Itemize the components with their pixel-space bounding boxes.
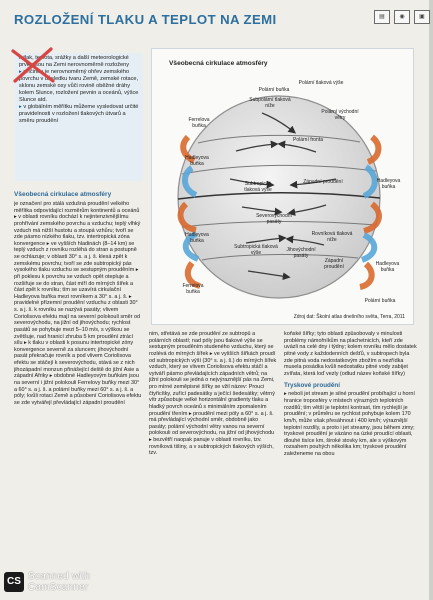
label-itcz: Rovníková tlaková níže	[311, 231, 353, 243]
label-polar-high-top: Polární tlaková výše	[298, 80, 344, 86]
scanner-watermark	[4, 571, 189, 596]
book-icon: ▤	[374, 10, 390, 24]
label-hadley-se: Hadleyova buňka	[375, 261, 400, 273]
intro-item: příčinou je nerovnoměrný ohřev zemského povrchu v důsledku tvaru Země, zemské rotace, sklonu zemské osy vůči rovině oběžné dráhy kolem Slunce, rozložení pevnin a oceánů, výšce Slunce atd.	[19, 68, 139, 103]
page-title: ROZLOŽENÍ TLAKU A TEPLOT NA ZEMI	[14, 12, 277, 27]
label-westerlies-s: Západní proudění	[324, 258, 344, 270]
label-polar-easterlies: Polární východní větry	[321, 109, 359, 121]
column-1-text: je označení pro stálá vzdušná proudění velkého měřítka odpovídající rozměrům kontinentů a oceánů ▸ v oblasti rovníku dochází k nejintenzivnějšímu prohřívání zemského povrchu a vzduchu; teplý vlhký vzduch má nižší hustotu a stoupá vzhůru; tvoří se zde pásmo nízkého tlaku, tzv. intertropická zóna konvergence ▸ ve vyšších hladinách (8–14 km) se teplý vzduch z rovníku rozléhá do stran a postupně se ochlazuje; v oblasti 30° s. a j. š. klesá zpět k zemskému povrchu; tvoří se zde subtropický pás vysokého tlaku vzduchu se sestupným prouděním ▸ při poklesu k povrchu se vzduch opět otepluje a rozšiřuje se do stran, část míří do mírných šířek a část zpět k rovníku; tím se uzavírá cirkulační Hadleyova buňka mezi rovníkem a 30° s. a j. š. ▸ pravidelné přízemní proudění vzduchu z oblasti 30° s. a j. š. k rovníku se nazývá pasáty; vlivem Coriolisova efektu mají na severní polokouli směr od severovýchodu, na jižní od jihovýchodu; rychlost pasátů se pohybuje mezi 5–10 m/s, s výškou se zvětšuje, nad hranicí zhruba 5 km proudění ztrácí sílu ▸ k tlaku v oblasti k posunu intertropické zóny konvergence severně za sluncem; jihovýchodní pasát překračuje rovník a pod vlivem Coriolisova efektu se stáčejí k severovýchodu, stává se z nich jihozápadní monzun přinášející deště do jižní Asie a západní Afriky ▸ obdobné Hadleyovým buňkám jsou na severní i jižní polokouli Ferrelovy buňky mezi 30° a 60° s. a j. š. a polární buňky mezi 60° s. a j. š. a póly; kvůli rotaci Země a působení Coriolisova efektu se zde vytvářejí převládající západní proudění	[14, 201, 142, 406]
label-ne-trades: Severovýchodní pasáty	[256, 213, 292, 225]
label-ferrel-cell-top: Ferrelova buňka	[188, 117, 210, 129]
intro-box: ▸ tlak, teplota, srážky a další meteorologické prvky jsou na Zemi nerovnoměrně rozloženy ▸ příčinou je nerovnoměrný ohřev zemského povrchu v důsledku tvaru Země, zemské rotace, sklonu zemské osy vůči rovině oběžné dráhy kolem Slunce, rozložení pevnin a oceánů, výšce Slunce atd. ▸ v globálním měřítku můžeme vysledovat určité pravidelnosti v rozložení tlakových útvarů a směru proudění	[15, 53, 143, 181]
label-hadley-ne: Hadleyova buňka	[376, 178, 401, 190]
circulation-figure	[151, 48, 414, 325]
save-icon: ▣	[414, 10, 430, 24]
label-ferrel-cell-bottom: Ferrelova buňka	[182, 283, 204, 295]
figure-title: Všeobecná cirkulace atmosféry	[169, 60, 268, 67]
column-2-text: nim, střetává se zde proudění ze subtropů a polárních oblastí; nad póly jsou tlakové výše se sestupným prouděním studeného vzduchu, který se rozlévá do mírných šířek ▸ ve vyšších šířkách proudí od subtropických výší (30° s. a j. š.) do mírných šířek vzduch, který se vlivem Coriolisova efektu stáčí a vytváří pásmo převládajících západních větrů; na jižní polokouli se jedná o nejvýraznější pás na Zemi, pro mírné zeměpisné šířky se vžil název: Prouci čtyřicítky, zuřící padesátky a ječící šedesátky; větrný vítr způsobuje velké horizontální gradienty tlaku a hladký povrch oceánů s minimálním zpomalením proudění třením ▸ proudění mezi póly a 60° s. a j. š. má převládající východní směr, obdobně jako pasáty; polární východní větry vanou na severní polokouli od severovýchodu, na jižní od jihovýchodu ▸ bezvětří naopak panuje v oblasti rovníku, tzv. rovníková tišiny, a v subtropických tlakových výších, tzv.	[149, 331, 277, 457]
intro-item: tlak, teplota, srážky a další meteorologické prvky jsou na Zemi nerovnoměrně rozloženy	[19, 55, 130, 68]
page-edge	[429, 0, 433, 600]
label-westerlies-n: Západní proudění	[303, 179, 343, 185]
label-subpolar-low-top: Subpolární tlaková níže	[249, 97, 291, 109]
watermark-line-2: CamScanner	[28, 582, 89, 593]
label-se-trades: Jihovýchodní pasáty	[286, 247, 316, 259]
column-3-text-2: ▸ neboli jet stream je silné proudění probíhající u horní hranice troposféry v místech výrazných teplotních rozdílů; tím větší je teplotní kontrast, tím rychlejší je proudění; v průměru se rychlost pohybuje kolem 170 km/h, může však přesáhnout i 400 km/h; výraznější teplotní rozdíly, a proto i jet streamy, jsou během zimy; tryskové proudění je vázáno na úzké proudící oblasti, dlouhé tisíce km, široké stovky km, ale s výškovým rozsahem pouhých několika km; tryskové proudění zaleženeme na obou	[284, 391, 415, 457]
label-subtropical-high-n: Subtropická tlaková výše	[244, 181, 272, 193]
label-subtropical-high-s: Subtropická tlaková výše	[234, 244, 278, 256]
label-polar-cell-bottom: Polární buňka	[364, 298, 396, 304]
column-1	[14, 191, 142, 571]
label-hadley-s: Hadleyova buňka	[185, 232, 209, 244]
label-polar-front: Polární fronta	[292, 137, 324, 143]
label-hadley-n: Hadleyova buňka	[185, 155, 209, 167]
column-2	[149, 331, 277, 571]
section-heading-jet: Tryskové proudění	[284, 382, 340, 390]
column-3	[284, 331, 417, 571]
label-polar-cell-top: Polární buňka	[258, 87, 290, 93]
section-heading: Všeobecná cirkulace atmosféry	[14, 191, 112, 198]
column-3-text: koňské šířky; tyto oblasti způsobovaly v minulosti problémy námořníkům na plachetnicích, kteří zde uvázli na celé dny i týdny; kolem rovníku mělo dostatek pitné vody z každodenních dešťů, v subtropech byla zde pitná voda nedostatkovým zbožím a nezřídka musela posádka kvůli nedostatku pitné vody zabíjet zvířata, která loď vezly (odtud název koňské šířky)	[284, 331, 417, 377]
scanner-logo-icon: CS	[4, 572, 24, 592]
figure-source: Zdroj dat: Školní atlas dnešního světa, Terra, 2011	[293, 314, 405, 320]
watermark-line-1: Scanned with	[28, 571, 91, 582]
strike-mark	[11, 47, 55, 83]
intro-item: v globálním měřítku můžeme vysledovat určité pravidelnosti v rozložení tlakových útvarů a směru proudění	[19, 103, 139, 124]
header-icons	[374, 10, 430, 24]
eye-icon: ◉	[394, 10, 410, 24]
